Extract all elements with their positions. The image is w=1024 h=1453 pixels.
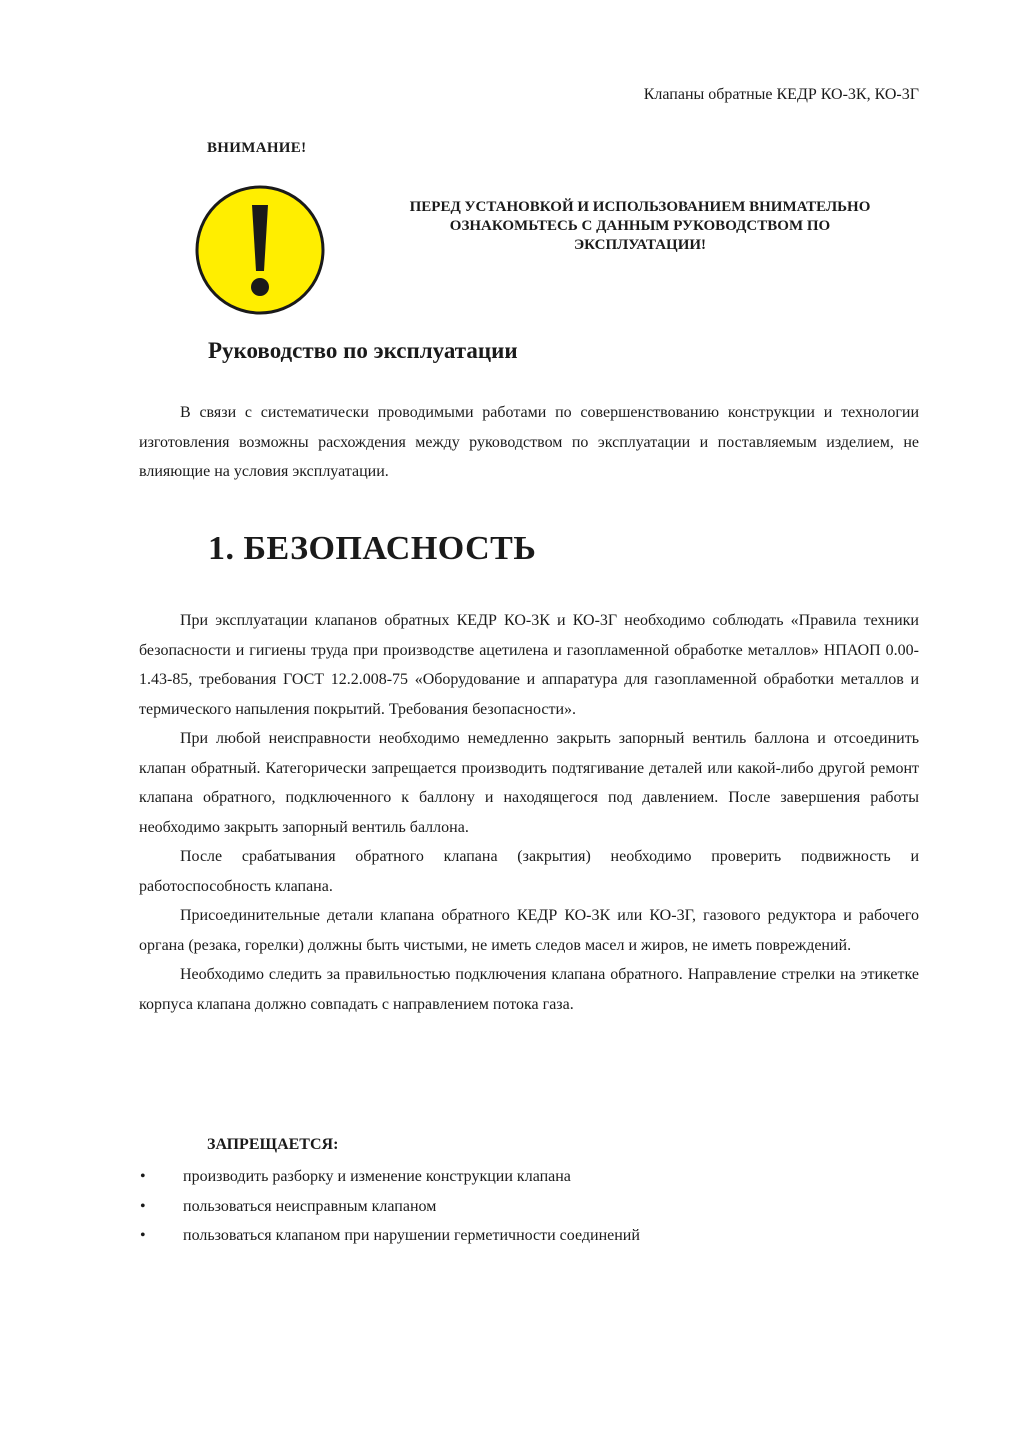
list-item (139, 1221, 919, 1251)
safety-paragraph: При любой неисправности необходимо немедленно закрыть запорный вентиль баллона и отсоединить клапан обратный. Категорически запрещается производить подтягивание деталей или какой-либо другой ремонт клапана обратного, подключенного к баллону и находящегося под давлением. После завершения работы необходимо закрыть запорный вентиль баллона. (139, 730, 919, 836)
list-item-text: производить разборку и изменение конструкции клапана (183, 1168, 571, 1185)
warning-message (365, 198, 915, 255)
exclamation-warning-icon (193, 183, 327, 317)
intro-text (139, 398, 919, 487)
warning-line: ПЕРЕД УСТАНОВКОЙ И ИСПОЛЬЗОВАНИЕМ ВНИМАТЕЛЬНО (409, 199, 871, 215)
bullet-icon: • (140, 1168, 146, 1185)
safety-paragraph: Необходимо следить за правильностью подключения клапана обратного. Направление стрелки на этикетке корпуса клапана должно совпадать с направлением потока газа. (139, 966, 919, 1013)
forbidden-list (139, 1162, 919, 1251)
warning-line: ОЗНАКОМЬТЕСЬ С ДАННЫМ РУКОВОДСТВОМ ПО (449, 218, 831, 234)
bullet-icon: • (140, 1227, 146, 1244)
list-item (139, 1162, 919, 1192)
bullet-icon: • (140, 1197, 146, 1215)
safety-paragraph: При эксплуатации клапанов обратных КЕДР КО-3К и КО-3Г необходимо соблюдать «Правила техники безопасности и гигиены труда при производстве ацетилена и газопламенной обработке металлов» НПАОП 0.00-1.43-85, требования ГОСТ 12.2.008-75 «Оборудование и аппаратура для газопламенной обработки металлов и термического напыления покрытий. Требования безопасности». (139, 612, 919, 718)
safety-text (139, 606, 919, 1019)
safety-paragraph: После срабатывания обратного клапана (закрытия) необходимо проверить подвижность и работоспособность клапана. (139, 848, 919, 895)
list-item (139, 1192, 919, 1222)
running-header: Клапаны обратные КЕДР КО-3К, КО-3Г (643, 86, 919, 103)
list-item-text: пользоваться клапаном при нарушении герметичности соединений (183, 1227, 640, 1244)
intro-paragraph: В связи с систематически проводимыми работами по совершенствованию конструкции и технологии изготовления возможны расхождения между руководством по эксплуатации и поставляемым изделием, не влияющие на условия эксплуатации. (139, 404, 919, 480)
safety-paragraph: Присоединительные детали клапана обратного КЕДР КО-3К или КО-3Г, газового редуктора и рабочего органа (резака, горелки) должны быть чистыми, не иметь следов масел и жиров, не иметь повреждений. (139, 907, 919, 954)
section-heading-safety: 1. БЕЗОПАСНОСТЬ (208, 530, 537, 567)
forbidden-title: ЗАПРЕЩАЕТСЯ: (207, 1136, 339, 1153)
warning-line: ЭКСПЛУАТАЦИИ! (573, 237, 707, 253)
list-item-text: пользоваться неисправным клапаном (183, 1197, 437, 1215)
manual-title: Руководство по эксплуатации (208, 338, 518, 363)
attention-label: ВНИМАНИЕ! (207, 140, 307, 156)
